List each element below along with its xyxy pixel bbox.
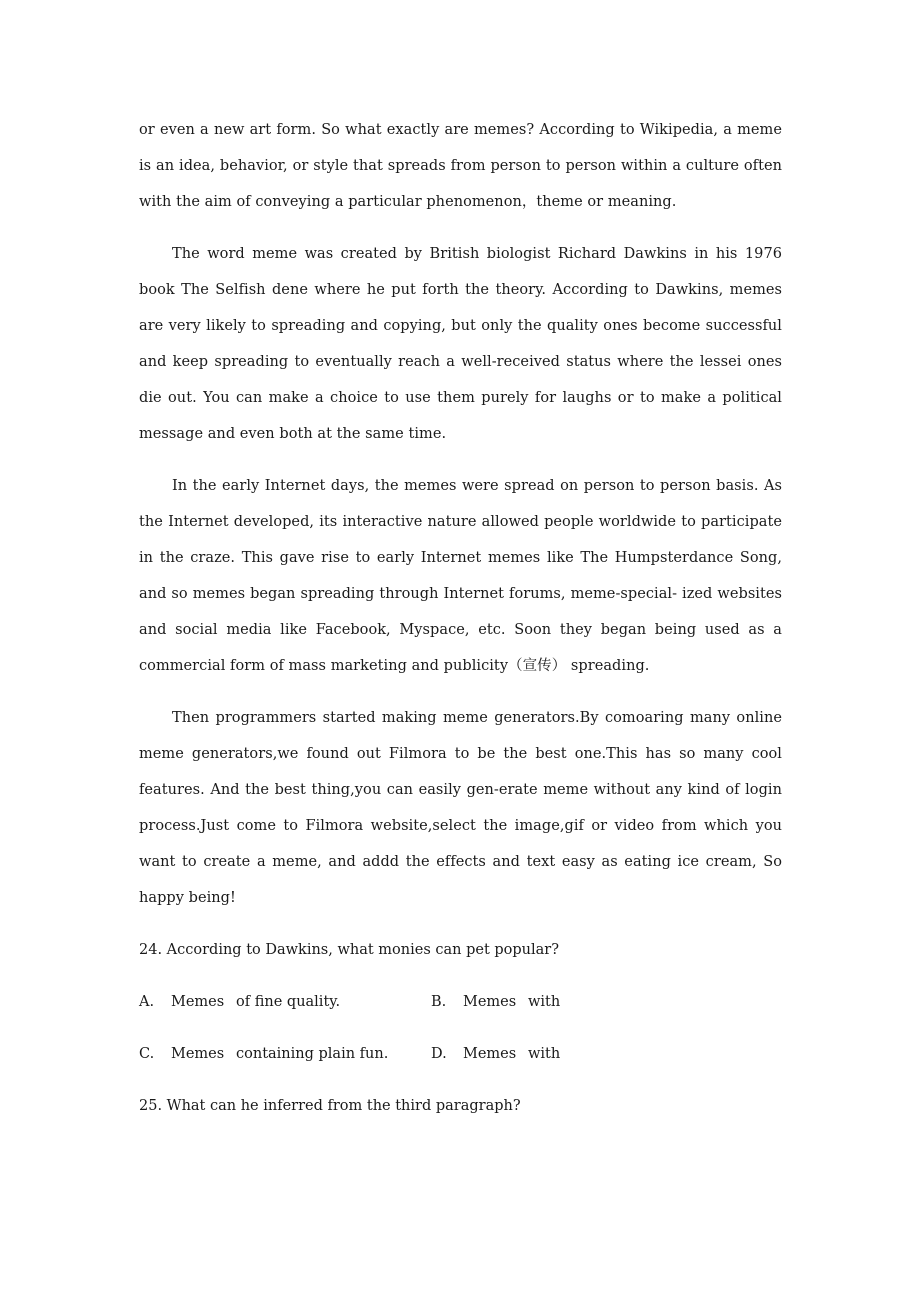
option-text: containing plain fun. [236, 1046, 389, 1062]
question-24-stem: 24. According to Dawkins, what monies can pet popular? [139, 942, 560, 958]
option-text: with [528, 1046, 561, 1062]
option-word: Memes [171, 1046, 225, 1062]
option-word: Memes [171, 994, 225, 1010]
option-word: Memes [463, 994, 517, 1010]
paragraph-4: Then programmers started making meme generators.By comoaring many online meme generators,we found out Filmora to be the best one.This has so many cool features. And the best thing,you can easily gen-erate meme without any kind of login process.Just come to Filmora website,select the image,gif or video from which you want to create a meme, and addd the effects and text easy as eating ice cream, So happy being! [139, 710, 782, 906]
option-c [139, 1036, 431, 1072]
option-letter: C. [139, 1046, 155, 1062]
paragraph-1: or even a new art form. So what exactly are memes? According to Wikipedia, a meme is an idea, behavior, or style that spreads from person to person within a culture often with the aim of conveying a particular phenomenon，theme or meaning. [139, 122, 782, 210]
option-text: of fine quality. [236, 994, 341, 1010]
option-a [139, 984, 431, 1020]
question-24-options-row-1 [139, 984, 782, 1020]
question-25-stem: 25. What can he inferred from the third paragraph? [139, 1098, 521, 1114]
option-word: Memes [463, 1046, 517, 1062]
option-letter: B. [431, 994, 447, 1010]
option-b [431, 984, 560, 1020]
option-letter: D. [431, 1046, 447, 1062]
document-page [139, 112, 782, 1140]
question-24-options-row-2 [139, 1036, 782, 1072]
option-letter: A. [139, 994, 155, 1010]
option-d [431, 1036, 560, 1072]
paragraph-3: In the early Internet days, the memes were spread on person to person basis. As the Internet developed, its interactive nature allowed people worldwide to participate in the craze. This gave rise to early Internet memes like The Humpsterdance Song, and so memes began spreading through Internet forums, meme-special- ized websites and social media like Facebook, Myspace, etc. Soon they began being used as a commercial form of mass marketing and publicity（宣传） spreading. [139, 478, 782, 674]
paragraph-2: The word meme was created by British biologist Richard Dawkins in his 1976 book The Selfish dene where he put forth the theory. According to Dawkins, memes are very likely to spreading and copying, but only the quality ones become successful and keep spreading to eventually reach a well-received status where the lessei ones die out. You can make a choice to use them purely for laughs or to make a political message and even both at the same time. [139, 246, 782, 442]
option-text: with [528, 994, 561, 1010]
